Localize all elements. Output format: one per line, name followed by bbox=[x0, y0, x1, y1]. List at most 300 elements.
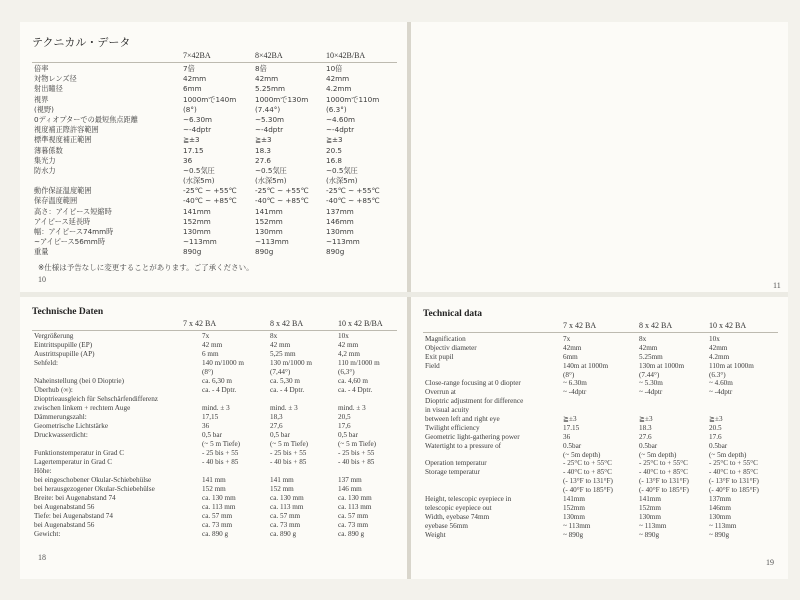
row-value: 130mm bbox=[183, 227, 211, 236]
row-label: 対物レンズ径 bbox=[34, 74, 77, 84]
table-row bbox=[411, 433, 788, 442]
table-row bbox=[411, 495, 788, 504]
row-value: (8°) bbox=[202, 368, 214, 376]
table-row bbox=[20, 176, 407, 186]
row-label: ~アイピース56mm時 bbox=[34, 237, 106, 247]
row-value: mind. ± 3 bbox=[202, 404, 230, 412]
row-value: 130 m/1000 m bbox=[270, 359, 312, 367]
row-value: (~ 5 m Tiefe) bbox=[270, 440, 309, 448]
row-value: - 25 bis + 55 bbox=[270, 449, 307, 457]
row-value: 0,5 bar bbox=[270, 431, 290, 439]
table-row bbox=[20, 146, 407, 156]
page-title: テクニカル・データ bbox=[32, 36, 131, 49]
row-label: Sehfeld: bbox=[34, 359, 58, 367]
spec-table bbox=[20, 64, 407, 258]
row-value: ≧±3 bbox=[639, 415, 653, 424]
row-value: - 25°C to + 55°C bbox=[563, 459, 612, 468]
row-value: 10倍 bbox=[326, 64, 343, 73]
row-value: ca. 4,60 m bbox=[338, 377, 368, 385]
column-header: 10×42B/BA bbox=[326, 51, 366, 60]
row-value: - 25°C to + 55°C bbox=[709, 459, 758, 468]
row-value: (- 13°F to 131°F) bbox=[709, 477, 759, 486]
row-value: ca. 890 g bbox=[202, 530, 229, 538]
row-value: 42mm bbox=[183, 74, 207, 84]
row-value: 42 mm bbox=[270, 341, 291, 349]
row-value: 18.3 bbox=[639, 423, 652, 432]
table-row bbox=[20, 449, 407, 458]
row-value: -40℃ ~ +85℃ bbox=[255, 196, 309, 206]
row-value: - 40°C to + 85°C bbox=[709, 468, 758, 477]
row-value: ≧±3 bbox=[326, 135, 343, 145]
row-value: (水深5m) bbox=[326, 176, 358, 186]
row-value: (8°) bbox=[183, 104, 197, 114]
row-value: 152mm bbox=[563, 503, 585, 512]
row-label: Höhe: bbox=[34, 467, 52, 475]
table-row bbox=[411, 406, 788, 415]
table-row bbox=[411, 371, 788, 380]
row-value: - 25 bis + 55 bbox=[338, 449, 375, 457]
table-row bbox=[20, 84, 407, 94]
row-value: 27.6 bbox=[639, 432, 652, 441]
row-value: ca. 113 mm bbox=[338, 503, 372, 511]
table-row bbox=[20, 196, 407, 206]
row-value: (~ 5m depth) bbox=[709, 450, 747, 459]
table-row bbox=[411, 522, 788, 531]
row-value: ~6.30m bbox=[183, 114, 213, 124]
spec-table bbox=[20, 332, 407, 539]
table-row bbox=[20, 458, 407, 467]
row-value: 17.15 bbox=[183, 145, 204, 155]
row-label: Twilight efficiency bbox=[425, 423, 480, 432]
row-label: bei eingeschobener Okular-Schiebehülse bbox=[34, 476, 152, 484]
row-value: ~ -4dptr bbox=[639, 388, 663, 397]
row-label: 防水力 bbox=[34, 165, 56, 175]
row-value: 8倍 bbox=[255, 64, 267, 73]
row-value: ≧±3 bbox=[183, 135, 200, 145]
table-row bbox=[20, 74, 407, 84]
row-value: mind. ± 3 bbox=[338, 404, 366, 412]
page-number: 11 bbox=[773, 281, 781, 290]
table-row bbox=[20, 377, 407, 386]
row-value: ca. 113 mm bbox=[202, 503, 236, 511]
row-label: Geometrische Lichtstärke bbox=[34, 422, 109, 430]
row-value: ~ 890g bbox=[563, 530, 584, 539]
row-value: 16.8 bbox=[326, 155, 343, 165]
row-value: ca. 57 mm bbox=[202, 512, 233, 520]
row-value: mind. ± 3 bbox=[270, 404, 298, 412]
row-value: ca. 890 g bbox=[270, 530, 297, 538]
row-value: ~113mm bbox=[255, 237, 289, 247]
row-value: (- 40°F to 185°F) bbox=[709, 486, 759, 495]
row-value: (- 40°F to 185°F) bbox=[639, 486, 689, 495]
row-value: ca. 5,30 m bbox=[270, 377, 300, 385]
row-label: 薄暮係数 bbox=[34, 145, 63, 155]
row-value: ca. 73 mm bbox=[202, 521, 233, 529]
row-value: ca. - 4 Dptr. bbox=[270, 386, 305, 394]
row-value: - 25 bis + 55 bbox=[202, 449, 239, 457]
row-value: 152 mm bbox=[202, 485, 226, 493]
page-number: 10 bbox=[38, 275, 46, 284]
table-row bbox=[20, 413, 407, 422]
row-value: - 25°C to + 55°C bbox=[639, 459, 688, 468]
row-value: 7x bbox=[202, 332, 210, 340]
table-row bbox=[20, 207, 407, 217]
page-19-english bbox=[411, 297, 788, 579]
row-label: Naheinstellung (bei 0 Dioptrie) bbox=[34, 377, 125, 385]
table-row bbox=[20, 237, 407, 247]
row-value: ~ 5.30m bbox=[639, 379, 663, 388]
row-value: ca. 57 mm bbox=[270, 512, 301, 520]
table-row bbox=[411, 353, 788, 362]
row-value: 36 bbox=[202, 422, 210, 430]
table-header bbox=[411, 321, 788, 332]
row-label: zwischen linkem + rechtem Auge bbox=[34, 404, 131, 412]
table-row bbox=[20, 368, 407, 377]
column-header: 8 x 42 BA bbox=[639, 321, 673, 330]
row-value: 130m at 1000m bbox=[639, 361, 685, 370]
row-value: 1000mで110m bbox=[326, 94, 380, 104]
row-label: 集光力 bbox=[34, 155, 56, 165]
table-row bbox=[20, 422, 407, 431]
row-value: ca. 130 mm bbox=[270, 494, 304, 502]
page-title: Technische Daten bbox=[32, 307, 104, 317]
row-value: 17.15 bbox=[563, 423, 580, 432]
row-value: ~ 113mm bbox=[639, 521, 667, 530]
page-number: 18 bbox=[38, 553, 46, 562]
row-value: - 40°C to + 85°C bbox=[563, 468, 612, 477]
table-row bbox=[20, 227, 407, 237]
row-value: 890g bbox=[255, 247, 274, 257]
row-value: ~4.60m bbox=[326, 114, 356, 124]
row-value: ~0.5気圧 bbox=[255, 165, 287, 175]
table-row bbox=[411, 486, 788, 495]
row-value: 42mm bbox=[639, 343, 658, 352]
row-value: 5,25 mm bbox=[270, 350, 296, 358]
row-label: Tiefe: bei Augenabstand 74 bbox=[34, 512, 113, 520]
row-label: between left and right eye bbox=[425, 415, 500, 424]
table-row bbox=[20, 467, 407, 476]
row-value: 1000mで140m bbox=[183, 94, 237, 104]
row-value: 137mm bbox=[709, 495, 731, 504]
row-value: (- 13°F to 131°F) bbox=[639, 477, 689, 486]
row-value: 8x bbox=[270, 332, 278, 340]
row-value: ~0.5気圧 bbox=[326, 165, 358, 175]
row-value: ca. 73 mm bbox=[270, 521, 301, 529]
row-value: 130mm bbox=[326, 227, 354, 236]
row-value: 7倍 bbox=[183, 64, 195, 73]
row-value: ~-4dptr bbox=[183, 125, 212, 135]
table-row bbox=[20, 115, 407, 125]
row-value: (水深5m) bbox=[183, 176, 215, 186]
row-value: - 40 bis + 85 bbox=[202, 458, 239, 466]
table-row bbox=[20, 431, 407, 440]
row-value: 5.25mm bbox=[255, 84, 286, 94]
table-row bbox=[411, 531, 788, 540]
row-value: 110m at 1000m bbox=[709, 361, 754, 370]
row-label: Objectiv diameter bbox=[425, 343, 477, 352]
row-value: ~113mm bbox=[326, 237, 360, 247]
row-label: Dämmerungszahl: bbox=[34, 413, 87, 421]
row-label: Dioptric adjustment for difference bbox=[425, 397, 524, 406]
row-value: 130mm bbox=[709, 512, 731, 521]
table-row bbox=[20, 395, 407, 404]
row-value: (~ 5m depth) bbox=[639, 450, 677, 459]
row-value: 146mm bbox=[709, 503, 731, 512]
row-label: 重量 bbox=[34, 247, 49, 257]
row-label: Width, eyebase 74mm bbox=[425, 512, 490, 521]
spec-table bbox=[411, 335, 788, 539]
row-value: 140 m/1000 m bbox=[202, 359, 244, 367]
row-value: 152mm bbox=[639, 503, 661, 512]
row-label: Funktionstemperatur in Grad C bbox=[34, 449, 125, 457]
table-row bbox=[411, 442, 788, 451]
row-value: 8x bbox=[639, 335, 647, 343]
row-label: Breite: bei Augenabstand 74 bbox=[34, 494, 116, 502]
table-row bbox=[20, 503, 407, 512]
row-label: Überhub (∞): bbox=[34, 386, 73, 394]
row-value: (6.3°) bbox=[326, 104, 347, 114]
page-title: Technical data bbox=[423, 309, 483, 319]
row-value: ~113mm bbox=[183, 237, 217, 247]
row-label: Vergrößerung bbox=[34, 332, 74, 340]
row-value: ~ 890g bbox=[709, 530, 730, 539]
row-value: 146 mm bbox=[338, 485, 362, 493]
table-row bbox=[411, 504, 788, 513]
row-value: 18,3 bbox=[270, 413, 283, 421]
row-value: 6mm bbox=[183, 84, 202, 94]
row-value: 36 bbox=[563, 432, 571, 441]
row-label: in visual acuity bbox=[425, 406, 469, 415]
column-header: 8 x 42 BA bbox=[270, 319, 304, 328]
row-value: 20.5 bbox=[709, 423, 722, 432]
row-value: 17,15 bbox=[202, 413, 219, 421]
row-value: (7.44°) bbox=[639, 370, 660, 379]
row-label: bei Augenabstand 56 bbox=[34, 521, 95, 529]
row-value: 42mm bbox=[709, 343, 728, 352]
column-header: 10 x 42 BA bbox=[709, 321, 747, 330]
row-value: 130mm bbox=[639, 512, 661, 521]
page-18-german bbox=[20, 297, 407, 579]
row-label: Gewicht: bbox=[34, 530, 61, 538]
row-value: 42 mm bbox=[338, 341, 359, 349]
row-label: telescopic eyepiece out bbox=[425, 503, 492, 512]
row-value: 137mm bbox=[326, 206, 354, 216]
row-value: 27,6 bbox=[270, 422, 283, 430]
row-value: - 40 bis + 85 bbox=[338, 458, 375, 466]
row-value: (- 40°F to 185°F) bbox=[563, 486, 613, 495]
row-label: Close-range focusing at 0 diopter bbox=[425, 379, 521, 388]
row-value: ~ 4.60m bbox=[709, 379, 733, 388]
table-header bbox=[20, 319, 407, 330]
page-number: 19 bbox=[766, 558, 774, 567]
row-value: 20.5 bbox=[326, 145, 343, 155]
row-value: ca. - 4 Dptr. bbox=[338, 386, 373, 394]
column-header: 7 x 42 BA bbox=[183, 319, 217, 328]
table-row bbox=[20, 530, 407, 539]
row-label: 標準視度補正範囲 bbox=[34, 135, 92, 145]
row-value: 4.2mm bbox=[326, 84, 352, 94]
row-value: ca. 113 mm bbox=[270, 503, 304, 511]
row-value: (~ 5m depth) bbox=[563, 450, 601, 459]
row-value: 130mm bbox=[255, 227, 283, 236]
column-header: 10 x 42 B/BA bbox=[338, 319, 383, 328]
table-row bbox=[20, 186, 407, 196]
table-row bbox=[411, 388, 788, 397]
table-row bbox=[411, 459, 788, 468]
row-value: 141 mm bbox=[270, 476, 294, 484]
table-row bbox=[411, 451, 788, 460]
table-row bbox=[20, 341, 407, 350]
row-value: 146mm bbox=[326, 216, 354, 226]
table-row bbox=[20, 404, 407, 413]
row-value: 42mm bbox=[255, 74, 279, 84]
row-label: bei herausgezogener Okular-Schiebehülse bbox=[34, 485, 155, 493]
row-label: 高さ：アイピース短縮時 bbox=[34, 206, 112, 216]
table-row bbox=[411, 335, 788, 344]
row-value: ~ -4dptr bbox=[563, 388, 587, 397]
row-value: 141mm bbox=[183, 206, 211, 216]
table-row bbox=[411, 477, 788, 486]
row-label: Storage temperatur bbox=[425, 468, 480, 477]
table-row bbox=[20, 95, 407, 105]
row-value: ~ -4dptr bbox=[709, 388, 733, 397]
row-value: ~ 113mm bbox=[709, 521, 737, 530]
row-value: (~ 5 m Tiefe) bbox=[338, 440, 377, 448]
row-label: Lagertemperatur in Grad C bbox=[34, 458, 113, 466]
row-value: 890g bbox=[183, 247, 202, 257]
row-value: ~ 890g bbox=[639, 530, 660, 539]
row-value: 141mm bbox=[255, 206, 283, 216]
row-value: ca. 6,30 m bbox=[202, 377, 232, 385]
row-value: - 40 bis + 85 bbox=[270, 458, 307, 466]
table-row bbox=[411, 362, 788, 371]
row-value: (~ 5 m Tiefe) bbox=[202, 440, 241, 448]
row-value: -25℃ ~ +55℃ bbox=[326, 186, 380, 196]
row-value: 1000mで130m bbox=[255, 94, 309, 104]
row-label: Austrittspupille (AP) bbox=[34, 350, 95, 358]
row-label: Watertight to a pressure of bbox=[425, 441, 502, 450]
table-row bbox=[411, 513, 788, 522]
row-value: 36 bbox=[183, 155, 193, 165]
table-row bbox=[411, 379, 788, 388]
row-label: Weight bbox=[425, 530, 446, 539]
row-value: 5.25mm bbox=[639, 352, 663, 361]
row-value: 4.2mm bbox=[709, 352, 730, 361]
row-label: eyebase 56mm bbox=[425, 521, 468, 530]
row-label: アイピース延長時 bbox=[34, 216, 91, 226]
table-row bbox=[411, 344, 788, 353]
row-value: 110 m/1000 m bbox=[338, 359, 380, 367]
row-label: 視界 bbox=[34, 94, 49, 104]
row-value: ~-4dptr bbox=[255, 125, 284, 135]
row-value: 4,2 mm bbox=[338, 350, 360, 358]
column-header: 8×42BA bbox=[255, 51, 283, 60]
row-value: 0.5bar bbox=[563, 441, 582, 450]
table-row bbox=[411, 397, 788, 406]
row-value: 42mm bbox=[326, 74, 350, 84]
row-label: bei Augenabstand 56 bbox=[34, 503, 95, 511]
row-label: 0ディオプターでの最短焦点距離 bbox=[34, 114, 138, 124]
row-value: 27.6 bbox=[255, 155, 272, 165]
row-value: (8°) bbox=[563, 370, 575, 379]
row-label: Eintrittspupille (EP) bbox=[34, 341, 93, 349]
header-rule bbox=[32, 330, 397, 331]
table-row bbox=[20, 64, 407, 74]
row-value: (7.44°) bbox=[255, 104, 281, 114]
row-value: 6 mm bbox=[202, 350, 219, 358]
row-value: -25℃ ~ +55℃ bbox=[255, 186, 309, 196]
table-row bbox=[20, 332, 407, 341]
table-row bbox=[20, 125, 407, 135]
row-value: 0,5 bar bbox=[202, 431, 222, 439]
row-value: ~5.30m bbox=[255, 114, 285, 124]
row-value: - 40°C to + 85°C bbox=[639, 468, 688, 477]
row-value: -40℃ ~ +85℃ bbox=[183, 196, 237, 206]
row-value: ≧±3 bbox=[255, 135, 272, 145]
row-label: 動作保証温度範囲 bbox=[34, 186, 92, 196]
table-row bbox=[20, 105, 407, 115]
row-label: Dioptrieausgleich für Sehschärfendifferenz bbox=[34, 395, 158, 403]
table-row bbox=[411, 468, 788, 477]
row-value: 42 mm bbox=[202, 341, 223, 349]
table-row bbox=[20, 350, 407, 359]
row-value: ~ 113mm bbox=[563, 521, 591, 530]
row-value: 6mm bbox=[563, 352, 578, 361]
row-value: 141mm bbox=[639, 495, 661, 504]
table-row bbox=[411, 415, 788, 424]
row-label: 射出瞳径 bbox=[34, 84, 63, 94]
row-label: Overrun at bbox=[425, 388, 456, 397]
table-row bbox=[20, 135, 407, 145]
row-label: Druckwasserdicht: bbox=[34, 431, 88, 439]
row-label: 幅：アイピース74mm時 bbox=[34, 227, 114, 236]
row-label: Field bbox=[425, 361, 440, 370]
table-header bbox=[20, 51, 407, 62]
row-value: -25℃ ~ +55℃ bbox=[183, 186, 237, 196]
row-value: ca. - 4 Dptr. bbox=[202, 386, 237, 394]
footnote: ※仕様は予告なしに変更することがあります。ご了承ください。 bbox=[38, 263, 254, 272]
row-value: ≧±3 bbox=[709, 415, 723, 424]
row-value: 17.6 bbox=[709, 432, 722, 441]
row-value: ca. 130 mm bbox=[338, 494, 372, 502]
row-value: 10x bbox=[709, 335, 720, 343]
row-value: 20,5 bbox=[338, 413, 351, 421]
row-value: 18.3 bbox=[255, 145, 272, 155]
table-row bbox=[20, 476, 407, 485]
row-value: (- 13°F to 131°F) bbox=[563, 477, 613, 486]
row-value: 141 mm bbox=[202, 476, 226, 484]
row-value: -40℃ ~ +85℃ bbox=[326, 196, 380, 206]
row-value: ~ 6.30m bbox=[563, 379, 587, 388]
page-11-blank bbox=[411, 22, 788, 292]
row-value: 152mm bbox=[255, 216, 283, 226]
row-value: ca. 57 mm bbox=[338, 512, 369, 520]
row-label: (視野) bbox=[34, 104, 54, 114]
row-value: 130mm bbox=[563, 512, 585, 521]
row-value: ca. 73 mm bbox=[338, 521, 369, 529]
row-label: Operation temperatur bbox=[425, 459, 487, 468]
row-value: 140m at 1000m bbox=[563, 361, 609, 370]
table-row bbox=[20, 512, 407, 521]
column-header: 7×42BA bbox=[183, 51, 211, 60]
row-value: ca. 890 g bbox=[338, 530, 365, 538]
row-value: 152 mm bbox=[270, 485, 294, 493]
table-row bbox=[20, 217, 407, 227]
row-value: (6.3°) bbox=[709, 370, 726, 379]
row-value: 10x bbox=[338, 332, 349, 340]
row-label: 視度補正際許容範囲 bbox=[34, 125, 99, 135]
page-10-japanese bbox=[20, 22, 407, 292]
